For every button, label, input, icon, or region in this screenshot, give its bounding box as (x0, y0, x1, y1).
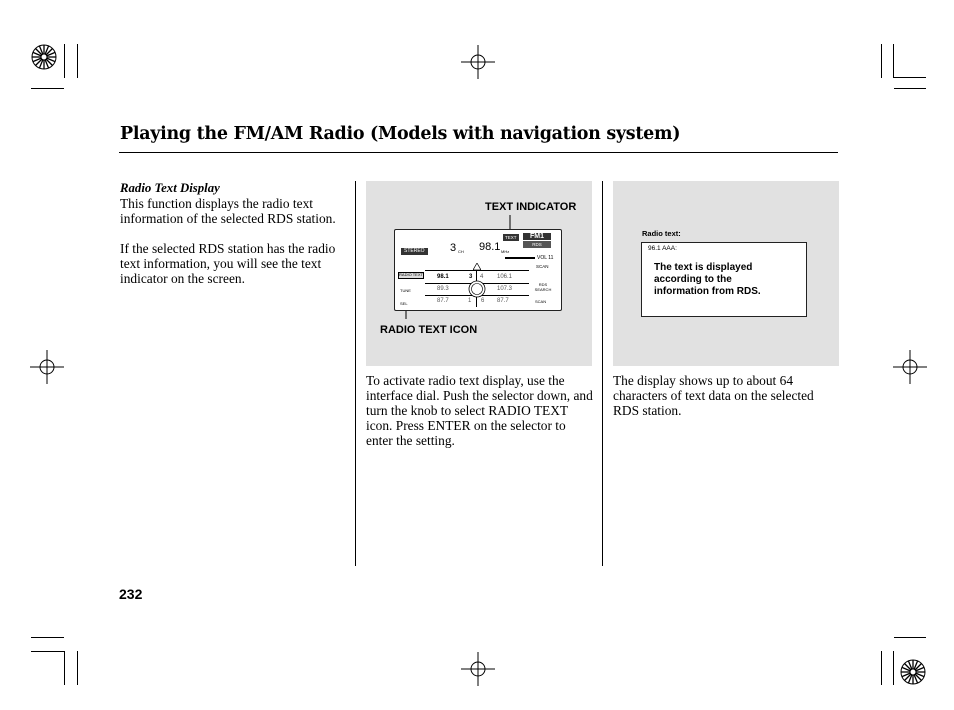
crosshair-mark-icon (461, 45, 495, 79)
text-indicator-badge: TEXT (505, 235, 517, 240)
volume-bar (505, 257, 535, 259)
column-1 (120, 181, 345, 286)
crosshair-mark-icon (893, 350, 927, 384)
preset-number: 6 (481, 298, 485, 304)
column-3-text: The display shows up to about 64 characters of text data on the selected RDS station. (613, 373, 814, 418)
crosshair-mark-icon (30, 350, 64, 384)
channel-number: 3 (450, 242, 457, 254)
column-divider (602, 181, 603, 566)
stereo-label: STEREO (401, 248, 428, 255)
sel-button[interactable]: SEL (400, 301, 408, 306)
registration-sunburst-icon (900, 659, 926, 685)
radio-text-button[interactable]: RADIO TEXT (399, 272, 423, 277)
callout-text-indicator: TEXT INDICATOR (485, 201, 577, 213)
figure-panel-radio-text (613, 181, 839, 366)
channel-unit: CH (458, 249, 464, 254)
column-divider (355, 181, 356, 566)
radio-text-screen (641, 242, 807, 317)
registration-sunburst-icon (31, 44, 57, 70)
preset-freq[interactable]: 87.7 (497, 298, 509, 304)
radio-display-screen (394, 229, 562, 311)
page-number: 232 (119, 586, 143, 602)
rds-label: RDS (523, 241, 551, 248)
figure-panel-radio-screen (366, 181, 592, 366)
radio-text-body: The text is displayed according to the information from RDS. (654, 262, 761, 297)
preset-number: 3 (469, 274, 473, 280)
scan-button[interactable]: SCAN (535, 299, 547, 304)
selector-dial-icon (467, 279, 487, 299)
page-title: Playing the FM/AM Radio (Models with navigation system) (120, 124, 681, 144)
preset-freq[interactable]: 87.7 (437, 298, 449, 304)
section-subheading: Radio Text Display (120, 181, 220, 195)
radio-text-header: Radio text: (642, 229, 681, 238)
rds-search-button[interactable]: RDS SEARCH (534, 282, 552, 292)
scan-label: SCAN (536, 264, 549, 269)
column-2-text: To activate radio text display, use the interface dial. Push the selector down, and turn the knob to select RADIO TEXT icon. Press ENTER on the selector to enter the setting. (366, 373, 593, 448)
tune-button[interactable]: TUNE (400, 288, 411, 293)
preset-number: 1 (468, 298, 472, 304)
frequency-readout: 98.1 (479, 241, 501, 253)
callout-radio-text-icon: RADIO TEXT ICON (380, 324, 478, 336)
preset-freq[interactable]: 98.1 (437, 274, 449, 280)
station-line: 96.1 AAA: (648, 245, 677, 252)
triangle-pointer-icon (473, 263, 481, 270)
paragraph-indicator: If the selected RDS station has the radio text information, you will see the text indicator on the screen. (120, 241, 336, 286)
frequency-unit: MHz (501, 249, 510, 254)
volume-readout: VOL 11 (537, 255, 554, 261)
preset-freq[interactable]: 107.3 (497, 286, 513, 292)
preset-freq[interactable]: 106.1 (497, 274, 513, 280)
preset-number: 4 (480, 274, 484, 280)
crosshair-mark-icon (461, 652, 495, 686)
title-rule (119, 152, 838, 153)
paragraph-intro: This function displays the radio text information of the selected RDS station. (120, 196, 336, 226)
band-label: FM1 (523, 233, 551, 240)
preset-grid (425, 270, 529, 307)
preset-freq[interactable]: 89.3 (437, 286, 449, 292)
